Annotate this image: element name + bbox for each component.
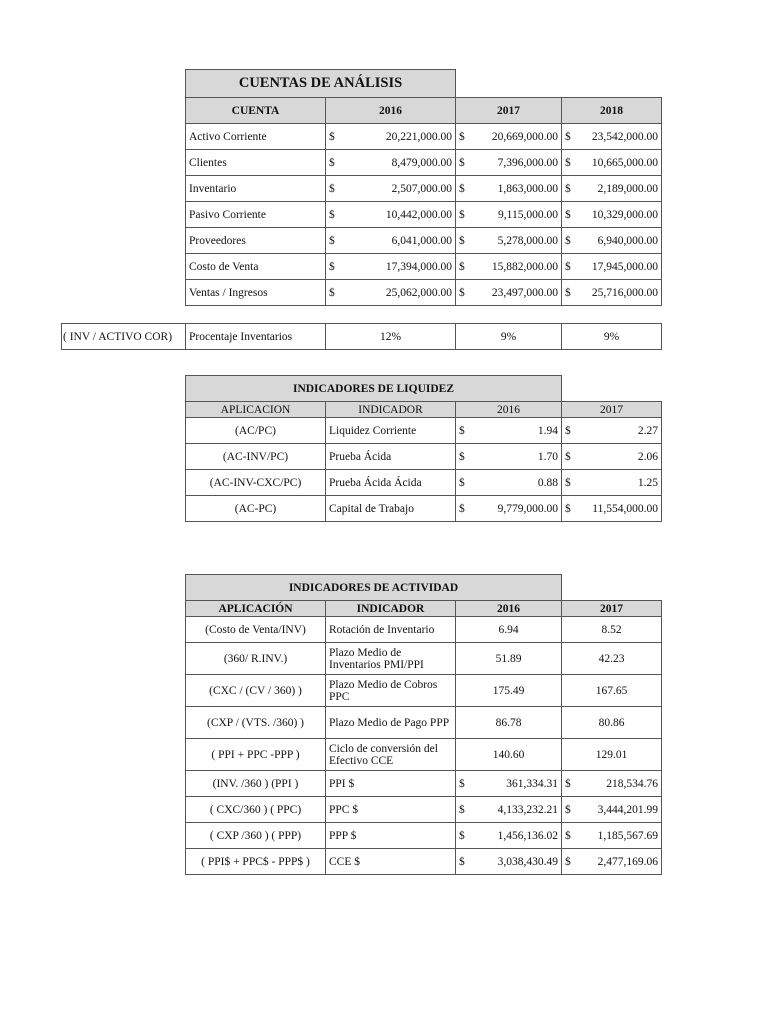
indicator-label: PPC $: [326, 797, 456, 823]
cell-value: 9%: [456, 324, 562, 350]
cell-value: 0.88: [537, 476, 558, 489]
app-formula: ( CXP /360 ) ( PPP): [186, 823, 326, 849]
cell-value: 1,456,136.02: [497, 829, 558, 842]
row-label: Clientes: [186, 150, 326, 176]
row-label: Procentaje Inventarios: [186, 324, 326, 350]
cell-value: 10,665,000.00: [591, 156, 658, 169]
table-row: (INV. /360 ) (PPI ) PPI $ $ 361,334.31 $ 218,534.76: [186, 771, 662, 797]
table-row: [186, 675, 662, 707]
cell-value: 8,479,000.00: [391, 156, 452, 169]
col-2017: 2017: [562, 601, 662, 617]
cell-value: 2,477,169.06: [597, 855, 658, 868]
table-row: [62, 324, 662, 350]
app-formula: (Costo de Venta/INV): [186, 617, 326, 643]
cell-value: 6,940,000.00: [597, 234, 658, 247]
table-row: [186, 643, 662, 675]
cell-value: 7,396,000.00: [497, 156, 558, 169]
cell-value: 42.23: [562, 643, 662, 675]
cell-value: 175.49: [456, 675, 562, 707]
cell-value: 20,221,000.00: [385, 130, 452, 143]
formula-label: ( INV / ACTIVO COR): [62, 324, 186, 350]
col-2016: 2016: [456, 402, 562, 418]
indicator-label: CCE $: [326, 849, 456, 875]
cell-value: 8.52: [562, 617, 662, 643]
actividad-title: INDICADORES DE ACTIVIDAD: [186, 575, 562, 601]
cell-value: 10,442,000.00: [385, 208, 452, 221]
col-2016: 2016: [456, 601, 562, 617]
col-aplicacion: APLICACIÓN: [186, 601, 326, 617]
indicator-label: Prueba Ácida: [326, 444, 456, 470]
table-row: (AC-INV/PC) Prueba Ácida $ 1.70 $ 2.06: [186, 444, 662, 470]
app-formula: (AC/PC): [186, 418, 326, 444]
cell-value: 129.01: [562, 739, 662, 771]
liquidez-table: [185, 375, 662, 522]
cell-value: 6.94: [456, 617, 562, 643]
cell-value: 17,394,000.00: [385, 260, 452, 273]
indicator-label: Liquidez Corriente: [326, 418, 456, 444]
table-row: Costo de Venta $ 17,394,000.00 $ 15,882,000.00 $ 17,945,000.00: [186, 254, 662, 280]
app-formula: (AC-PC): [186, 496, 326, 522]
app-formula: ( PPI + PPC -PPP ): [186, 739, 326, 771]
col-cuenta: CUENTA: [186, 98, 326, 124]
app-formula: (AC-INV/PC): [186, 444, 326, 470]
cell-value: 2,507,000.00: [391, 182, 452, 195]
app-formula: (AC-INV-CXC/PC): [186, 470, 326, 496]
table-row: ( CXC/360 ) ( PPC) PPC $ $ 4,133,232.21 $ 3,444,201.99: [186, 797, 662, 823]
row-label: Proveedores: [186, 228, 326, 254]
indicator-label: Ciclo de conversión del Efectivo CCE: [326, 739, 456, 771]
cell-value: 23,542,000.00: [591, 130, 658, 143]
app-formula: (360/ R.INV.): [186, 643, 326, 675]
cell-value: 11,554,000.00: [592, 502, 658, 515]
inventario-pct-block: [61, 323, 662, 350]
cell-value: 80.86: [562, 707, 662, 739]
cell-value: 17,945,000.00: [591, 260, 658, 273]
indicator-label: Capital de Trabajo: [326, 496, 456, 522]
cell-value: 5,278,000.00: [497, 234, 558, 247]
row-label: Activo Corriente: [186, 124, 326, 150]
liquidez-title: INDICADORES DE LIQUIDEZ: [186, 376, 562, 402]
app-formula: (INV. /360 ) (PPI ): [186, 771, 326, 797]
col-indicador: INDICADOR: [326, 402, 456, 418]
inventario-pct-table: [61, 323, 662, 350]
cell-value: 25,062,000.00: [385, 286, 452, 299]
app-formula: ( PPI$ + PPC$ - PPP$ ): [186, 849, 326, 875]
indicator-label: Plazo Medio de Cobros PPC: [326, 675, 456, 707]
row-label: Costo de Venta: [186, 254, 326, 280]
indicator-label: PPI $: [326, 771, 456, 797]
cell-value: 1.94: [537, 424, 558, 437]
cell-value: 9%: [562, 324, 662, 350]
table-row: [186, 617, 662, 643]
row-label: Ventas / Ingresos: [186, 280, 326, 306]
table-row: ( CXP /360 ) ( PPP) PPP $ $ 1,456,136.02 $ 1,185,567.69: [186, 823, 662, 849]
cell-value: 20,669,000.00: [491, 130, 558, 143]
table-row: (AC-PC) Capital de Trabajo $ 9,779,000.00 $ 11,554,000.00: [186, 496, 662, 522]
cell-value: 2.06: [637, 450, 658, 463]
table-row: Clientes $ 8,479,000.00 $ 7,396,000.00 $ 10,665,000.00: [186, 150, 662, 176]
cell-value: 1,863,000.00: [497, 182, 558, 195]
indicator-label: Prueba Ácida Ácida: [326, 470, 456, 496]
table-row: Ventas / Ingresos $ 25,062,000.00 $ 23,497,000.00 $ 25,716,000.00: [186, 280, 662, 306]
cell-value: 3,038,430.49: [497, 855, 558, 868]
cell-value: 2,189,000.00: [597, 182, 658, 195]
cell-value: 9,115,000.00: [498, 208, 558, 221]
actividad-table: [185, 574, 662, 875]
liquidez-table-block: [185, 375, 662, 522]
app-formula: ( CXC/360 ) ( PPC): [186, 797, 326, 823]
cell-value: 25,716,000.00: [591, 286, 658, 299]
app-formula: (CXC / (CV / 360) ): [186, 675, 326, 707]
app-formula: (CXP / (VTS. /360) ): [186, 707, 326, 739]
cell-value: 12%: [326, 324, 456, 350]
col-2017: 2017: [456, 98, 562, 124]
cell-value: 361,334.31: [506, 777, 558, 790]
cell-value: 1.25: [637, 476, 658, 489]
col-aplicacion: APLICACION: [186, 402, 326, 418]
cell-value: 86.78: [456, 707, 562, 739]
actividad-table-block: [185, 574, 662, 875]
cell-value: 6,041,000.00: [391, 234, 452, 247]
table-row: [186, 707, 662, 739]
indicator-label: Plazo Medio de Pago PPP: [326, 707, 456, 739]
table-row: Proveedores $ 6,041,000.00 $ 5,278,000.00 $ 6,940,000.00: [186, 228, 662, 254]
cuentas-table-block: [185, 69, 662, 306]
cell-value: 4,133,232.21: [497, 803, 558, 816]
cell-value: 2.27: [637, 424, 658, 437]
cell-value: 23,497,000.00: [491, 286, 558, 299]
col-2018: 2018: [562, 98, 662, 124]
cell-value: 140.60: [456, 739, 562, 771]
cell-value: 1,185,567.69: [597, 829, 658, 842]
table-row: (AC-INV-CXC/PC) Prueba Ácida Ácida $ 0.88 $ 1.25: [186, 470, 662, 496]
table-row: [186, 739, 662, 771]
table-row: ( PPI$ + PPC$ - PPP$ ) CCE $ $ 3,038,430.49 $ 2,477,169.06: [186, 849, 662, 875]
cell-value: 3,444,201.99: [597, 803, 658, 816]
cuentas-table: [185, 69, 662, 306]
cell-value: 218,534.76: [606, 777, 658, 790]
cell-value: 10,329,000.00: [591, 208, 658, 221]
col-2016: 2016: [326, 98, 456, 124]
table-row: Activo Corriente $ 20,221,000.00 $ 20,669,000.00 $ 23,542,000.00: [186, 124, 662, 150]
indicator-label: Rotación de Inventario: [326, 617, 456, 643]
col-2017: 2017: [562, 402, 662, 418]
table-row: Pasivo Corriente $ 10,442,000.00 $ 9,115,000.00 $ 10,329,000.00: [186, 202, 662, 228]
table-row: Inventario $ 2,507,000.00 $ 1,863,000.00 $ 2,189,000.00: [186, 176, 662, 202]
cell-value: 15,882,000.00: [491, 260, 558, 273]
table-row: (AC/PC) Liquidez Corriente $ 1.94 $ 2.27: [186, 418, 662, 444]
indicator-label: PPP $: [326, 823, 456, 849]
cuentas-body: [186, 124, 662, 306]
col-indicador: INDICADOR: [326, 601, 456, 617]
row-label: Inventario: [186, 176, 326, 202]
indicator-label: Plazo Medio de Inventarios PMI/PPI: [326, 643, 456, 675]
cell-value: 1.70: [537, 450, 558, 463]
cell-value: 51.89: [456, 643, 562, 675]
cuentas-title: CUENTAS DE ANÁLISIS: [186, 70, 456, 98]
cell-value: 9,779,000.00: [497, 502, 558, 515]
cell-value: 167.65: [562, 675, 662, 707]
row-label: Pasivo Corriente: [186, 202, 326, 228]
